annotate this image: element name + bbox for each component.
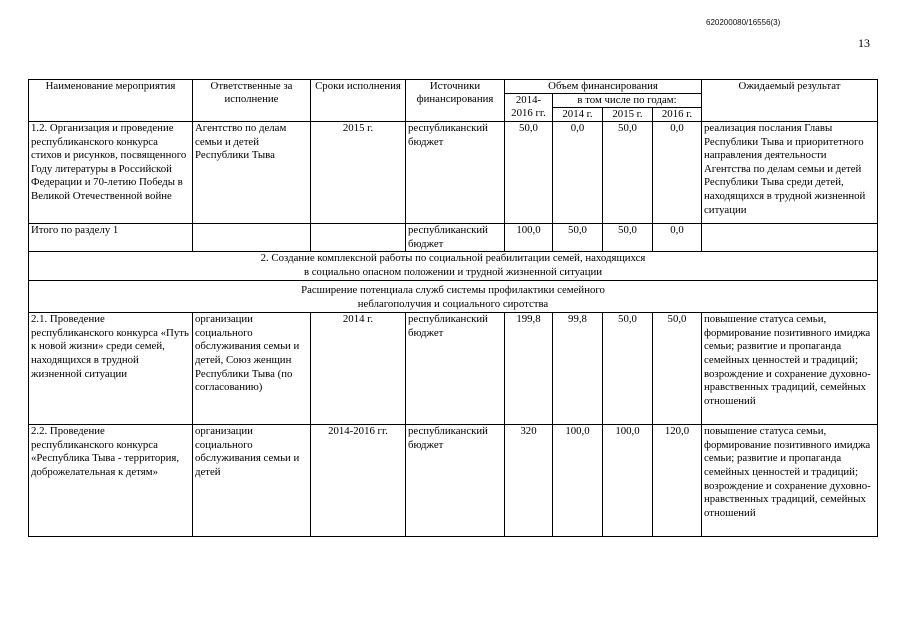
row-terms: 2014 г.	[311, 313, 406, 425]
col-header-funding: Объем финансирования	[505, 80, 702, 94]
row-2014: 99,8	[553, 313, 603, 425]
table-header-row	[29, 80, 878, 94]
row-terms: 2015 г.	[311, 122, 406, 224]
subsection-heading	[29, 281, 878, 313]
subtotal-label: Итого по разделу 1	[29, 224, 193, 252]
row-2016: 120,0	[653, 425, 702, 537]
subtotal-total: 100,0	[505, 224, 553, 252]
section-heading-line: 2. Создание комплексной работы по социальной реабилитации семей, находящихся	[260, 252, 646, 265]
row-event: 1.2. Организация и проведение республиканского конкурса стихов и рисунков, посвященного Году литературы в Российской Федерации и 70-летию Победы в Великой Отечественной войне	[29, 122, 193, 224]
row-2016: 0,0	[653, 122, 702, 224]
col-header-2015: 2015 г.	[603, 108, 653, 122]
col-header-event: Наименование мероприятия	[29, 80, 193, 122]
subtotal-source: республиканский бюджет	[406, 224, 505, 252]
row-2015: 100,0	[603, 425, 653, 537]
table-row	[29, 313, 878, 425]
col-header-by-years: в том числе по годам:	[553, 94, 702, 108]
row-total: 320	[505, 425, 553, 537]
col-header-result: Ожидаемый результат	[702, 80, 878, 122]
row-2015: 50,0	[603, 313, 653, 425]
row-responsible: организации социального обслуживания семьи и детей	[193, 425, 311, 537]
row-result: повышение статуса семьи, формирование позитивного имиджа семьи; развитие и пропаганда семейных ценностей и традиций; возрождение и сохранение духовно-нравственных традиций, семейных отношений	[702, 425, 878, 537]
row-2014: 100,0	[553, 425, 603, 537]
row-2015: 50,0	[603, 122, 653, 224]
row-result: повышение статуса семьи, формирование позитивного имиджа семьи; развитие и пропаганда семейных ценностей и традиций; возрождение и сохранение духовно-нравственных традиций, семейных отношений	[702, 313, 878, 425]
row-event: 2.2. Проведение республиканского конкурса «Республика Тыва - территория, доброжелательная к детям»	[29, 425, 193, 537]
row-terms: 2014-2016 гг.	[311, 425, 406, 537]
col-header-sources: Источники финансирования	[406, 80, 505, 122]
row-source: республиканский бюджет	[406, 122, 505, 224]
col-header-2014: 2014 г.	[553, 108, 603, 122]
row-source: республиканский бюджет	[406, 313, 505, 425]
row-source: республиканский бюджет	[406, 425, 505, 537]
row-event: 2.1. Проведение республиканского конкурса «Путь к новой жизни» среди семей, находящихся в трудной жизненной ситуации	[29, 313, 193, 425]
program-table	[28, 79, 878, 537]
col-header-terms: Сроки исполнения	[311, 80, 406, 122]
subtotal-2016: 0,0	[653, 224, 702, 252]
subtotal-2015: 50,0	[603, 224, 653, 252]
col-header-responsible: Ответственные за исполнение	[193, 80, 311, 122]
section-heading-line: в социально опасном положении и трудной жизненной ситуации	[303, 265, 603, 278]
col-header-2016: 2016 г.	[653, 108, 702, 122]
table-row	[29, 122, 878, 224]
subsection-heading-line: Расширение потенциала служб системы профилактики семейного	[301, 284, 605, 297]
row-responsible: Агентство по делам семьи и детей Республики Тыва	[193, 122, 311, 224]
row-2014: 0,0	[553, 122, 603, 224]
row-responsible: организации социального обслуживания семьи и детей, Союз женщин Республики Тыва (по согласованию)	[193, 313, 311, 425]
table-row	[29, 425, 878, 537]
document-id: 620200080/16556(3)	[706, 18, 781, 27]
section-heading-row	[29, 252, 878, 281]
subtotal-row	[29, 224, 878, 252]
subsection-heading-row	[29, 281, 878, 313]
row-total: 50,0	[505, 122, 553, 224]
subtotal-2014: 50,0	[553, 224, 603, 252]
section-heading	[29, 252, 878, 281]
row-result: реализация послания Главы Республики Тыва и приоритетного направления деятельности Агентства по делам семьи и детей Республики Тыва среди детей, находящихся в трудной жизненной ситуации	[702, 122, 878, 224]
row-2016: 50,0	[653, 313, 702, 425]
subsection-heading-line: неблагополучия и социального сиротства	[357, 297, 549, 310]
row-total: 199,8	[505, 313, 553, 425]
page-number: 13	[858, 36, 870, 50]
col-header-total-years: 2014-2016 гг.	[505, 94, 553, 122]
